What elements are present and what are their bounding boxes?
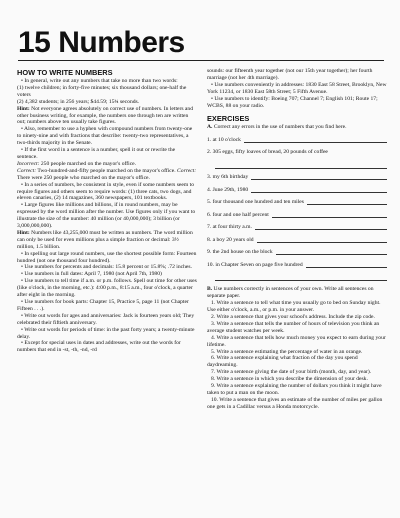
- paragraph: sounds: our fifteenth year together (not our 15th year together); her fourth marriage (not her 4th marriage).: [207, 68, 373, 81]
- correct-label: Correct:: [17, 167, 37, 174]
- exercise-item: [207, 169, 387, 182]
- paragraph: • Use numbers to identify: Boeing 707; Channel 7; English 101; Route 17; WCBS, 88 on your radio.: [207, 95, 378, 109]
- exercise-text: 10. in Chapter Seven on page five hundred: [207, 261, 303, 268]
- answer-line[interactable]: [255, 229, 387, 230]
- exercise-item: [207, 231, 387, 244]
- prompt-item: 9. Write a sentence explaining the number of dollars you think it might have taken to put a man on the moon.: [207, 383, 382, 396]
- paragraph: • Use numbers in full dates: April 7, 1980 (not April 7th, 1980): [21, 271, 162, 278]
- exercise-text: 8. a boy 20 years old: [207, 236, 254, 243]
- title-rule: [18, 60, 384, 61]
- hint-text: Numbers like 43,255,000 must be written as numbers. The word million can only be used for even millions plus a simple fraction or decimal: 3½ million, 1.5 billion.: [17, 229, 193, 250]
- exercise-item: [207, 219, 387, 232]
- hint-label: Hint:: [17, 105, 30, 112]
- prompt-item: 2. Write a sentence that gives your school's address. Include the zip code.: [211, 313, 375, 320]
- answer-line[interactable]: [215, 156, 387, 169]
- correct-text: There were 250 people who marched on the mayor's office.: [17, 174, 150, 181]
- paragraph: • Use numbers for percents and decimals: 15.8 percent or 15.8%; .72 inches.: [21, 264, 192, 271]
- prompt-item: 8. Write a sentence in which you describe the dimension of your desk.: [211, 376, 368, 383]
- prompt-item: 1. Write a sentence to tell what time you usually go to bed on Sunday night. Use either o'clock, a.m., or p.m. in your answer.: [207, 300, 381, 314]
- answer-line[interactable]: [257, 242, 387, 243]
- paragraph: [17, 161, 197, 168]
- answer-line[interactable]: [306, 267, 387, 268]
- answer-line[interactable]: [276, 254, 387, 255]
- prompt-item: 7. Write a sentence giving the date of your birth (month, day, and year).: [211, 369, 372, 376]
- paragraph: • In a series of numbers, be consistent in style, even if some numbers seem to require figures and others seem to require words: (1) three cats, two dogs, and eleven canaries, (2) 14 magazines, 360 newspapers, 101 textbooks.: [17, 181, 194, 202]
- incorrect-label: Incorrect:: [17, 160, 40, 167]
- correct-label: Correct:: [177, 167, 197, 174]
- exercise-item: [207, 206, 387, 219]
- exercise-text: 4. June 29th, 1980: [207, 186, 249, 193]
- answer-line[interactable]: [307, 204, 387, 205]
- section-a-text: Correct any errors in the use of numbers that you find here.: [212, 124, 347, 131]
- paragraph: • Write out words for periods of time: in the past forty years; a twenty-minute delay.: [17, 326, 195, 340]
- paragraph: • Write out words for ages and anniversaries: Jack is fourteen years old; They celebrated their fiftieth anniversary.: [17, 312, 195, 326]
- paragraph: (2) 4,382 students; in 256 years; $44.59; 15¾ seconds.: [17, 98, 140, 105]
- page-title: 15 Numbers: [18, 26, 185, 59]
- answer-line[interactable]: [215, 269, 387, 282]
- exercise-item: [207, 244, 387, 257]
- paragraph: [17, 168, 197, 182]
- exercises-heading: EXERCISES: [207, 114, 250, 124]
- how-heading: HOW TO WRITE NUMBERS: [17, 68, 113, 77]
- exercise-item: [207, 194, 387, 207]
- hint-text: Not everyone agrees absolutely on correct use of numbers. In letters and other business writing, for example, the numbers one through ten are written out; numbers above ten usually take figures.: [17, 105, 193, 126]
- paragraph: • Except for special uses in dates and addresses, write out the words for numbers that end in -st, -th, -nd, -rd: [17, 340, 181, 354]
- exercise-text: 1. at 10 o'clock: [207, 136, 241, 143]
- prompt-item: 10. Write a sentence that gives an estimate of the number of miles per gallon one gets in a Cadillac versus a Honda motorcycle.: [207, 396, 383, 410]
- paragraph: • Large figures like millions and billions, if in round numbers, may be expressed by the word million after the number. Use figures only if you want to illustrate the size of the number: 40 million (or 40,000,000); 3 billion (or 3,000,000,000).: [17, 202, 196, 230]
- section-b-label: B.: [207, 286, 213, 293]
- correct-text: Two-hundred-and-fifty people marched on the mayor's office.: [36, 167, 178, 174]
- exercise-text: 9. the 2nd house on the block: [207, 249, 273, 256]
- paragraph: • Also, remember to use a hyphen with compound numbers from twenty-one to ninety-nine and with fractions that describe: twenty-two representatives, a two-thirds majority in the Senate.: [17, 126, 193, 147]
- section-b-text: Use numbers correctly in sentences of your own. Write all sentences on separate paper.: [207, 286, 374, 300]
- prompt-item: 6. Write a sentence explaining what fraction of the day you spend daydreaming.: [207, 355, 358, 369]
- paragraph: • Use numbers to tell time if a.m. or p.m. follows. Spell out time for other uses (like o'clock, in the morning, etc.): 4:00 p.m., 8:15 a.m., four o'clock, a quarter after eight in the morning.: [17, 278, 197, 299]
- exercise-text: 2. 305 eggs, fifty loaves of bread, 20 pounds of coffee: [207, 149, 328, 156]
- exercise-item: [207, 144, 387, 157]
- exercise-text: 5. four thousand one hundred and ten miles: [207, 199, 304, 206]
- exercise-text: 3. my 6th birthday: [207, 174, 249, 181]
- exercise-text: 6. four and one half percent: [207, 211, 269, 218]
- left-column: [17, 68, 197, 354]
- answer-line[interactable]: [251, 179, 387, 180]
- prompt-item: 5. Write a sentence estimating the percentage of water in an orange.: [211, 348, 363, 355]
- paragraph: (1) twelve children; in forty-five minutes; six thousand dollars; one-half the voters: [17, 84, 187, 98]
- hint-label: Hint:: [17, 229, 30, 236]
- right-column: [207, 68, 387, 411]
- paragraph: • In general, write out any numbers that take no more than two words:: [21, 78, 178, 84]
- exercise-text: 7. at four thirty a.m.: [207, 224, 252, 231]
- paragraph: [17, 230, 197, 251]
- paragraph: [17, 106, 197, 127]
- exercise-b-intro: [207, 286, 387, 300]
- section-a-label: A.: [207, 124, 213, 131]
- prompt-item: 3. Write a sentence that tells the number of hours of television you think an average student watches per week.: [207, 320, 380, 334]
- paragraph: • Use numbers for book parts: Chapter 15, Practice 5, page 11 (not Chapter Fifteen . . .).: [17, 299, 189, 312]
- answer-line[interactable]: [272, 217, 387, 218]
- exercise-item: [207, 181, 387, 194]
- answer-line[interactable]: [244, 142, 387, 143]
- exercise-item: [207, 131, 387, 144]
- exercise-a-intro: [207, 124, 387, 131]
- paragraph: • In spelling out large round numbers, use the shortest possible form: Fourteen hundred (not one thousand four hundred).: [17, 250, 197, 264]
- answer-line[interactable]: [251, 192, 387, 193]
- incorrect-text: 250 people marched on the mayor's office.: [39, 160, 137, 167]
- paragraph: • Use numbers conveniently in addresses: 1830 East 58 Street, Brooklyn, New York 11234, or 1830 East 58th Street; 5 Fifth Avenue.: [207, 81, 387, 95]
- prompt-item: 4. Write a sentence that tells how much money you expect to earn during your lifetime.: [207, 334, 386, 348]
- exercise-item: [207, 256, 387, 269]
- paragraph: • If the first word in a sentence is a number, spell it out or rewrite the sentence.: [17, 147, 176, 160]
